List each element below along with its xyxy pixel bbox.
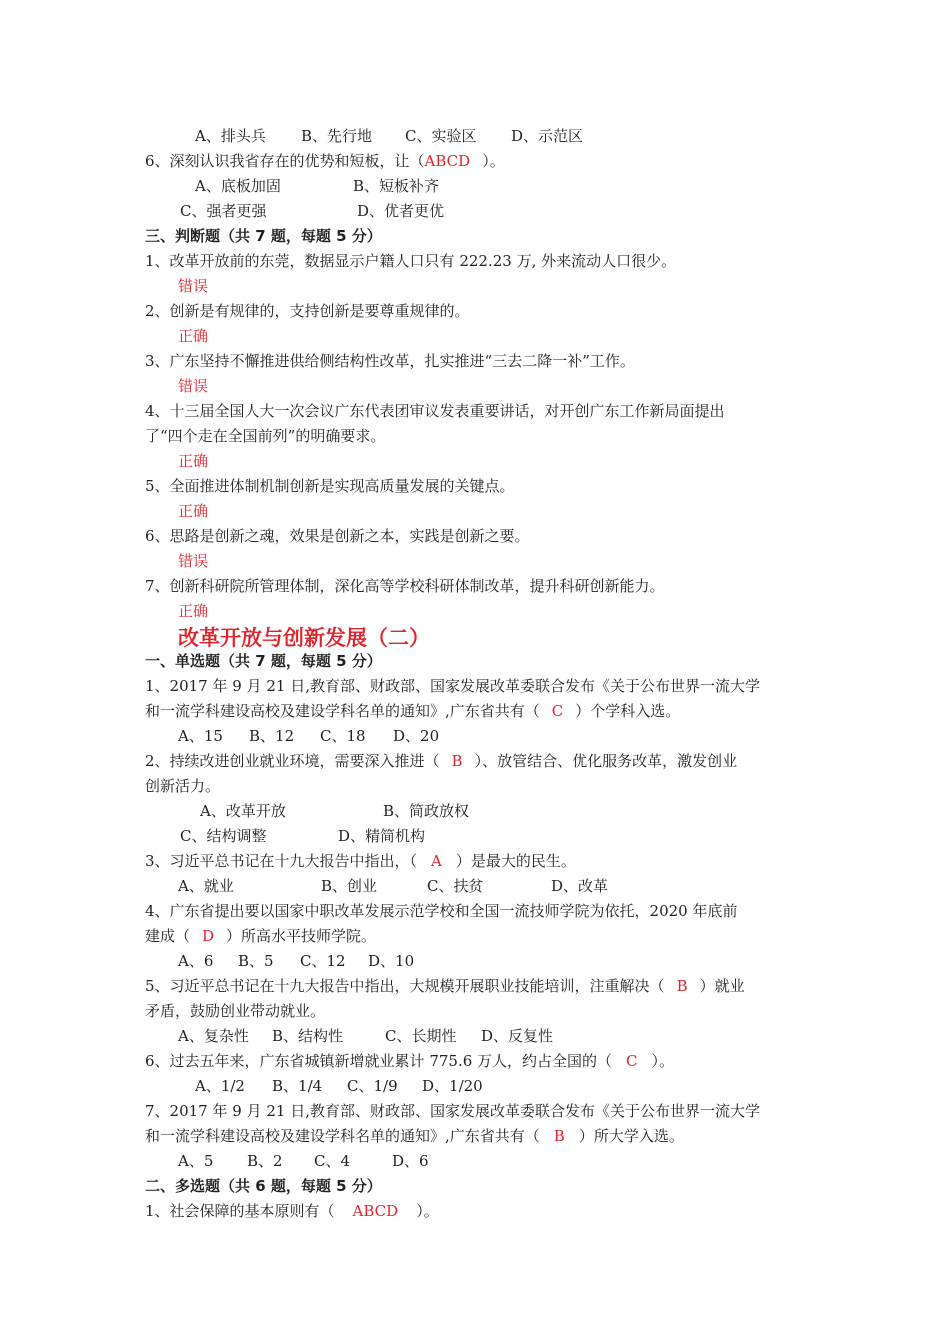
question-line: 3、广东坚持不懈推进供给侧结构性改革，扎实推进“三去二降一补”工作。 (145, 352, 635, 370)
question-line: 7、2017 年 9 月 21 日,教育部、财政部、国家发展改革委联合发布《关于公布世界一流大学 (145, 1102, 760, 1120)
question-line: 和一流学科建设高校及建设学科名单的通知》,广东省共有（ C ）个学科入选。 (145, 702, 681, 720)
question-line: 1、2017 年 9 月 21 日,教育部、财政部、国家发展改革委联合发布《关于公布世界一流大学 (145, 677, 760, 695)
question-line: 矛盾，鼓励创业带动就业。 (145, 1002, 326, 1020)
option-d: D、1/20 (422, 1077, 483, 1095)
option-c: C、实验区 (405, 127, 477, 145)
option-b: B、1/4 (272, 1077, 323, 1095)
option-b: B、5 (238, 952, 274, 970)
question-line: 1、社会保障的基本原则有（ ABCD ）。 (145, 1202, 439, 1220)
option-b: B、创业 (321, 877, 378, 895)
option-a: A、复杂性 (178, 1027, 249, 1045)
option-a: A、1/2 (195, 1077, 245, 1095)
question-line: 4、广东省提出要以国家中职改革发展示范学校和全国一流技师学院为依托，2020 年底前 (145, 902, 738, 920)
question-line: 了“四个走在全国前列”的明确要求。 (145, 427, 386, 445)
option-a: A、就业 (178, 877, 234, 895)
option-c: C、1/9 (347, 1077, 398, 1095)
options-row (178, 1151, 429, 1171)
question-line: 2、持续改进创业就业环境，需要深入推进（ B ）、放管结合、优化服务改革，激发创业 (145, 752, 738, 770)
question-line: 5、习近平总书记在十九大报告中指出，大规模开展职业技能培训，注重解决（ B ）就业 (145, 977, 745, 995)
option-c: C、结构调整 (180, 827, 267, 845)
options-row (180, 201, 444, 221)
options-row (180, 826, 425, 846)
option-d: D、改革 (551, 877, 609, 895)
answer: B (553, 1127, 565, 1145)
answer: A (431, 852, 442, 870)
answer: 正确 (178, 327, 209, 345)
answer: 错误 (178, 552, 209, 570)
option-c: C、12 (300, 952, 346, 970)
answer: 正确 (178, 502, 209, 520)
section-heading: 三、判断题（共 7 题，每题 5 分） (145, 227, 382, 245)
options-row (178, 726, 439, 746)
option-c: C、18 (320, 727, 366, 745)
question-line: 6、过去五年来，广东省城镇新增就业累计 775.6 万人，约占全国的（ C ）。 (145, 1052, 675, 1070)
option-c: C、4 (314, 1152, 351, 1170)
option-d: D、优者更优 (357, 202, 445, 220)
question-line: 1、改革开放前的东莞，数据显示户籍人口只有 222.23 万, 外来流动人口很少。 (145, 252, 677, 270)
option-b: B、简政放权 (383, 802, 470, 820)
option-d: D、示范区 (511, 127, 584, 145)
option-a: A、排头兵 (195, 127, 266, 145)
answer: B (451, 752, 463, 770)
option-c: C、扶贫 (427, 877, 484, 895)
option-d: D、10 (368, 952, 415, 970)
answer: 错误 (178, 377, 209, 395)
section-heading: 一、单选题（共 7 题，每题 5 分） (145, 652, 382, 670)
answer: C (626, 1052, 638, 1070)
option-a: A、5 (178, 1152, 214, 1170)
option-b: B、12 (249, 727, 295, 745)
options-row (178, 1026, 553, 1046)
options-row (178, 951, 414, 971)
question-line: 6、深刻认识我省存在的优势和短板，让（ABCD ）。 (145, 152, 505, 170)
question-line: 创新活力。 (145, 777, 221, 795)
option-b: B、短板补齐 (353, 177, 440, 195)
section-heading: 二、多选题（共 6 题，每题 5 分） (145, 1177, 382, 1195)
question-line: 4、十三届全国人大一次会议广东代表团审议发表重要讲话，对开创广东工作新局面提出 (145, 402, 725, 420)
question-line: 2、创新是有规律的，支持创新是要尊重规律的。 (145, 302, 470, 320)
answer: D (202, 927, 215, 945)
option-b: B、先行地 (301, 127, 373, 145)
option-a: A、改革开放 (200, 802, 286, 820)
options-row (195, 176, 439, 196)
question-line: 7、创新科研院所管理体制，深化高等学校科研体制改革，提升科研创新能力。 (145, 577, 665, 595)
answer: 正确 (178, 452, 209, 470)
answer: C (551, 702, 564, 720)
option-a: A、15 (178, 727, 223, 745)
answer: ABCD (424, 152, 471, 170)
option-d: D、精简机构 (338, 827, 426, 845)
option-c: C、长期性 (385, 1027, 457, 1045)
option-b: B、2 (247, 1152, 283, 1170)
option-a: A、底板加固 (195, 177, 281, 195)
question-line: 6、思路是创新之魂，效果是创新之本，实践是创新之要。 (145, 527, 530, 545)
question-line: 和一流学科建设高校及建设学科名单的通知》,广东省共有（ B ）所大学入选。 (145, 1127, 684, 1145)
question-line: 建成（ D ）所高水平技师学院。 (145, 927, 377, 945)
option-d: D、20 (393, 727, 440, 745)
answer: B (676, 977, 688, 995)
answer: 正确 (178, 602, 209, 620)
part-title: 改革开放与创新发展（二） (178, 626, 430, 650)
options-row (200, 801, 469, 821)
option-d: D、反复性 (481, 1027, 554, 1045)
options-row (195, 1076, 483, 1096)
option-a: A、6 (178, 952, 214, 970)
question-line: 5、全面推进体制机制创新是实现高质量发展的关键点。 (145, 477, 515, 495)
question-line: 3、习近平总书记在十九大报告中指出，（ A ）是最大的民生。 (145, 852, 576, 870)
option-b: B、结构性 (272, 1027, 344, 1045)
option-d: D、6 (392, 1152, 429, 1170)
answer: ABCD (352, 1202, 399, 1220)
q5-options (195, 126, 583, 146)
answer: 错误 (178, 277, 209, 295)
option-c: C、强者更强 (180, 202, 267, 220)
options-row (178, 876, 608, 896)
